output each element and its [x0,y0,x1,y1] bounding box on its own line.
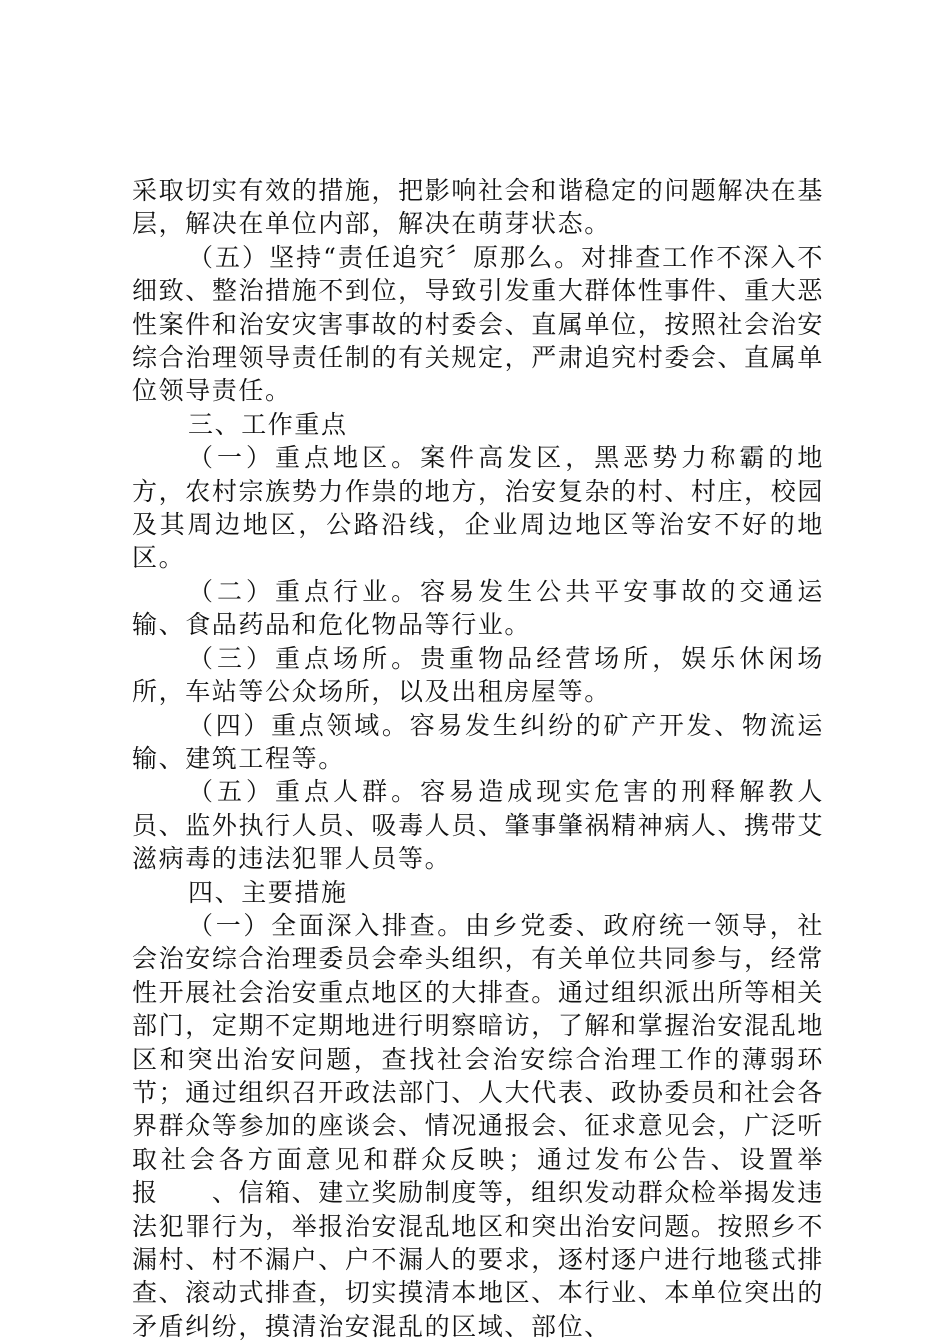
paragraph: （五）坚持“责任追究〞原那么。对排查工作不深入不细致、整治措施不到位，导致引发重大群体性事件、重大恶性案件和治安灾害事故的村委会、直属单位，按照社会治安综合治理领导责任制的有关规定，严肃追究村委会、直属单位领导责任。 [132,242,824,406]
paragraph: （三）重点场所。贵重物品经营场所，娱乐休闲场所，车站等公众场所，以及出租房屋等。 [132,643,824,707]
paragraph: （二）重点行业。容易发生公共平安事故的交通运输、食品药品和危化物品等行业。 [132,576,824,640]
paragraph: （四）重点领域。容易发生纠纷的矿产开发、物流运输、建筑工程等。 [132,710,824,773]
document-body [132,174,824,1343]
paragraph: 采取切实有效的措施，把影响社会和谐稳定的问题解决在基层，解决在单位内部，解决在萌芽状态。 [132,176,824,239]
paragraph: （一）全面深入排查。由乡党委、政府统一领导，社会治安综合治理委员会牵头组织，有关单位共同参与，经常性开展社会治安重点地区的大排查。通过组织派出所等相关部门，定期不定期地进行明察暗访，了解和掌握治安混乱地区和突出治安问题，查找社会治安综合治理工作的薄弱环节；通过组织召开政法部门、人大代表、政协委员和社会各界群众等参加的座谈会、情况通报会、征求意见会，广泛听取社会各方面意见和群众反映；通过发布公告、设置举报 、信箱、建立奖励制度等，组织发动群众检举揭发违法犯罪行为，举报治安混乱地区和突出治安问题。按照乡不漏村、村不漏户、户不漏人的要求，逐村逐户进行地毯式排查、滚动式排查，切实摸清本地区、本行业、本单位突出的矛盾纠纷，摸清治安混乱的区域、部位、 [132,910,824,1341]
section-heading: 四、主要措施 [188,877,348,907]
section-heading: 三、工作重点 [188,409,348,439]
paragraph: （五）重点人群。容易造成现实危害的刑释解教人员、监外执行人员、吸毒人员、肇事肇祸精神病人、携带艾滋病毒的违法犯罪人员等。 [132,777,824,874]
paragraph: （一）重点地区。案件高发区，黑恶势力称霸的地方，农村宗族势力作祟的地方，治安复杂的村、村庄，校园及其周边地区，公路沿线，企业周边地区等治安不好的地区。 [132,443,824,573]
